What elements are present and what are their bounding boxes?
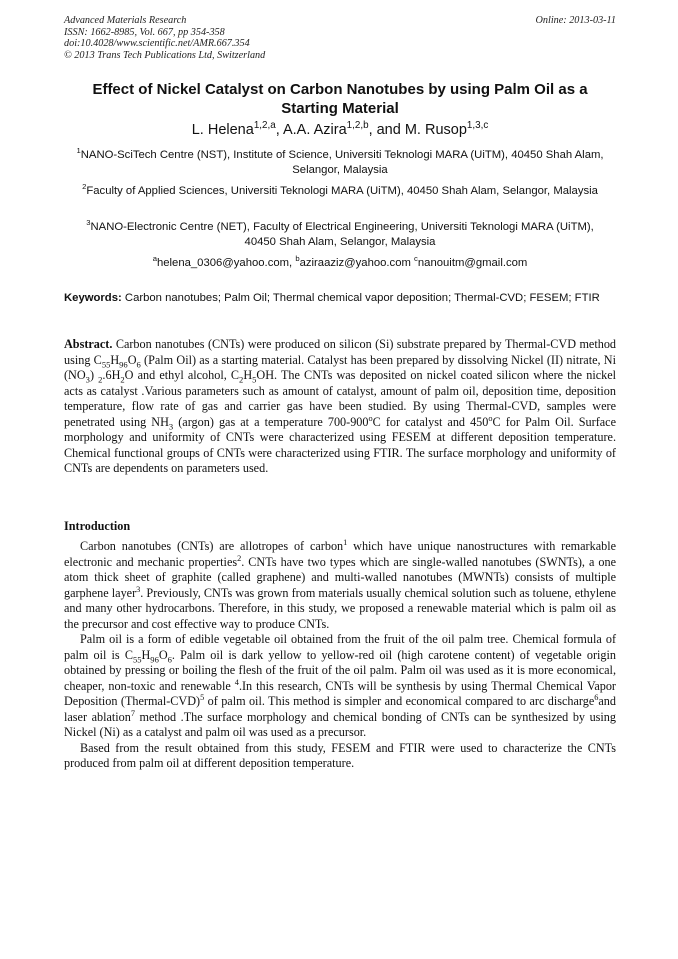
paragraph-text: which have unique nanostructures with remarkable electronic and mechanic properties <box>64 539 616 569</box>
email-marker: b <box>295 254 300 264</box>
email-address: helena_0306@yahoo.com, <box>156 257 296 269</box>
paragraph-text: O <box>158 647 168 662</box>
paragraph-text: Carbon nanotubes (CNTs) are allotropes of carbon <box>80 539 344 553</box>
affiliation-number: 2 <box>82 182 87 192</box>
affiliation-2 <box>72 184 608 199</box>
paragraph-text: of palm oil. This method is simpler and economical compared to arc discharge <box>204 694 595 708</box>
paragraph-text: . Palm oil is dark yellow to yellow-red oil (high carotene content) of vegetable origin obtained by pressing or boiling the flesh of the fruit of the oil palm. Palm oil was used as it is more economical, cheaper, non-toxic and renewable <box>64 647 616 693</box>
journal-copyright: © 2013 Trans Tech Publications Ltd, Switzerland <box>64 49 266 61</box>
abstract-text: H <box>243 368 253 382</box>
paragraph <box>64 632 616 741</box>
subscript: 5 <box>252 374 257 385</box>
introduction-body <box>64 539 616 772</box>
author-name: A.A. Azira <box>282 122 347 138</box>
author-name: L. Helena <box>191 122 254 138</box>
citation-ref: 4 <box>234 677 239 687</box>
abstract-text: ) <box>89 368 99 382</box>
subscript: 55 <box>132 653 142 664</box>
keywords-text: Carbon nanotubes; Palm Oil; Thermal chemical vapor deposition; Thermal-CVD; FESEM; FTIR <box>124 292 600 304</box>
author-emails <box>64 256 616 271</box>
abstract-text: O <box>127 352 137 367</box>
abstract-text: H <box>110 352 120 367</box>
subscript: 3 <box>168 420 174 431</box>
citation-ref: 2 <box>237 553 242 563</box>
section-heading-introduction: Introduction <box>64 519 131 533</box>
paragraph-text: and laser ablation <box>64 694 616 724</box>
citation-ref: 5 <box>200 692 205 702</box>
journal-header <box>64 15 616 61</box>
abstract-text: (argon) gas at a temperature 700-900 <box>173 414 369 429</box>
citation-ref: 6 <box>594 692 599 702</box>
author-list <box>64 121 616 139</box>
degree-mark: o <box>368 413 373 423</box>
subscript: 2 <box>98 374 103 385</box>
journal-issn: ISSN: 1662-8985, Vol. 667, pp 354-358 <box>64 26 225 38</box>
author-affil-marker: 1,2,a <box>253 120 276 132</box>
affiliation-text: Faculty of Applied Sciences, Universiti Teknologi MARA (UiTM), 40450 Shah Alam, Selangor, Malaysia <box>86 185 598 197</box>
author-affil-marker: 1,2,b <box>346 120 369 132</box>
paper-title: Effect of Nickel Catalyst on Carbon Nanotubes by using Palm Oil as a Starting Material <box>92 81 588 117</box>
abstract-label: Abstract. <box>64 337 113 351</box>
abstract-text: OH. The CNTs was deposited on nickel coated silicon where the nickel acts as catalyst .Various parameters such as amount of catalyst, amount of palm oil, deposition time, deposition temperature, flow rate of gas and carrier gas have been studied. By using Thermal-CVD, samples were penetrated using NH <box>64 368 617 429</box>
paragraph-text: H <box>141 647 151 662</box>
abstract-text: O and ethyl alcohol, C <box>124 368 240 382</box>
journal-name: Advanced Materials Research <box>64 15 187 26</box>
abstract-text: Carbon nanotubes (CNTs) were produced on silicon (Si) substrate prepared by Thermal-CVD method using C <box>64 337 617 367</box>
paragraph: Based from the result obtained from this study, FESEM and FTIR were used to characterize the CNTs produced from palm oil at different deposition temperature. <box>64 740 616 770</box>
paragraph-text: Palm oil is a form of edible vegetable oil obtained from the fruit of the oil palm tree. Chemical formula of palm oil is C <box>64 632 616 662</box>
subscript: 96 <box>150 653 159 664</box>
affiliation-3 <box>72 220 608 250</box>
subscript: 55 <box>101 358 111 369</box>
affiliation-1 <box>72 148 608 178</box>
citation-ref: 1 <box>343 537 348 547</box>
journal-doi: doi:10.4028/www.scientific.net/AMR.667.354 <box>64 38 250 50</box>
affiliation-text: NANO-Electronic Centre (NET), Faculty of Electrical Engineering, Universiti Teknologi MARA (UiTM), 40450 Shah Alam, Selangor, Malaysia <box>90 221 594 249</box>
abstract-text: C for catalyst and 450 <box>372 414 489 429</box>
affiliation-text: NANO-SciTech Centre (NST), Institute of Science, Universiti Teknologi MARA (UiTM), 40450 Shah Alam, Selangor, Malaysia <box>80 149 604 177</box>
subscript: 6 <box>136 358 141 369</box>
paragraph-text: .In this research, CNTs will be synthesis by using Thermal Chemical Vapor Deposition (Thermal-CVD) <box>64 678 616 708</box>
affiliation-number: 3 <box>86 218 91 228</box>
author-affil-marker: 1,3,c <box>466 120 489 132</box>
email-address: aziraaziz@yahoo.com <box>299 257 415 269</box>
affiliation-number: 1 <box>76 146 81 156</box>
citation-ref: 3 <box>136 584 141 594</box>
subscript: 3 <box>85 374 90 385</box>
subscript: 2 <box>239 374 244 385</box>
abstract-text: (Palm Oil) as a starting material. Catalyst has been prepared by dissolving Nickel (II) nitrate, Ni (NO <box>64 352 616 382</box>
degree-mark: o <box>488 413 493 423</box>
online-date: Online: 2013-03-11 <box>535 15 616 26</box>
author-separator: , <box>275 122 283 138</box>
author-name: M. Rusop <box>404 122 467 138</box>
subscript: 2 <box>120 374 125 385</box>
keywords-label: Keywords: <box>64 292 122 304</box>
citation-ref: 7 <box>130 708 135 718</box>
paragraph-text: . CNTs have two types which are single-walled nanotubes (SWNTs), a one atom thick sheet of graphite (called graphene) and multi-walled nanotubes (MWNTs) consists of multiple garphene layer <box>64 554 616 600</box>
abstract <box>64 337 616 477</box>
email-marker: c <box>414 254 418 264</box>
abstract-text: C for Palm Oil. Surface morphology and uniformity of CNTs were characterized using FESEM at different deposition temperature. Chemical functional groups of CNTs were characterized using FTIR. The surface morphology and uniformity of CNTs are dependents on parameters used. <box>64 414 617 475</box>
subscript: 96 <box>119 358 128 369</box>
keywords <box>64 291 616 306</box>
email-marker: a <box>152 254 157 264</box>
paragraph-text: . Previously, CNTs was grown from materials usually chemical solution such as toluene, ethylene and many other hydrocarbons. Therefore, in this study, we proposed a renewable material which is palm oil as the precursor and cost effective way to produce CNTs. <box>64 585 616 631</box>
abstract-text: .6H <box>102 368 121 382</box>
paragraph-text: method .The surface morphology and chemical bonding of CNTs can be synthesized by using Nickel (Ni) as a catalyst and palm oil was used as a precursor. <box>64 709 616 739</box>
paragraph <box>64 539 616 632</box>
subscript: 6 <box>167 653 172 664</box>
author-separator: , and <box>368 122 405 138</box>
email-address: nanouitm@gmail.com <box>417 257 528 269</box>
